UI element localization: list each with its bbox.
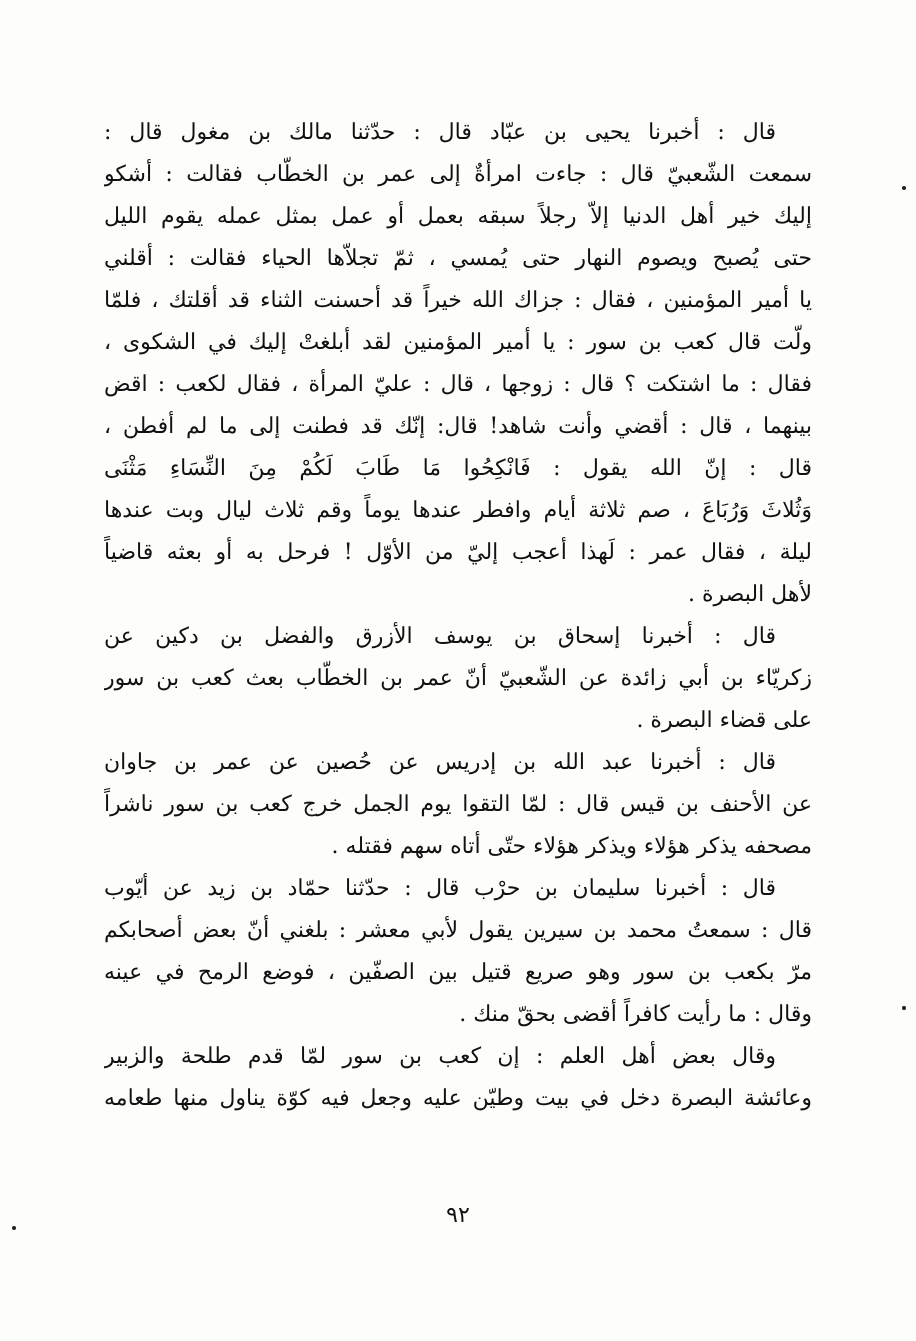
text-line: حتى يُصبح ويصوم النهار حتى يُمسي ، ثمّ تجلاّها الحياء فقالت : أقلني [104, 246, 812, 271]
text-line: إليك خير أهل الدنيا إلاّ رجلاً سبقه بعمل أو عمل بمثل عمله يقوم الليل [104, 204, 812, 229]
text-line: عن الأحنف بن قيس قال : لمّا التقوا يوم الجمل خرج كعب بن سور ناشراً [104, 792, 812, 817]
text-line: قال : إنّ الله يقول : فَانْكِحُوا مَا طَابَ لَكُمْ مِنَ النِّسَاءِ مَثْنَى [104, 456, 812, 481]
text-line: لأهل البصرة . [688, 582, 812, 607]
text-line: زكريّاء بن أبي زائدة عن الشّعبيّ أنّ عمر بن الخطّاب بعث كعب بن سور [104, 666, 812, 691]
text-line: يا أمير المؤمنين ، فقال : جزاك الله خيراً قد أحسنت الثناء قد أقلتك ، فلمّا [104, 288, 812, 313]
text-line: وعائشة البصرة دخل في بيت وطيّن عليه وجعل فيه كوّة يناول منها طعامه [104, 1086, 812, 1111]
scan-speck [902, 1006, 906, 1010]
main-text [104, 112, 812, 1120]
text-line: قال : أخبرنا يحيى بن عبّاد قال : حدّثنا مالك بن مغول قال : [104, 120, 776, 145]
scan-speck [12, 1226, 16, 1230]
text-line: فقال : ما اشتكت ؟ قال : زوجها ، قال : عليّ المرأة ، فقال لكعب : اقض [104, 372, 812, 397]
page-number: ٩٢ [446, 1203, 470, 1228]
paragraph [104, 616, 812, 742]
text-line: وَثُلاثَ وَرُبَاعَ ، صم ثلاثة أيام وافطر عندها يوماً وقم ثلاث ليال وبت عندها [104, 498, 812, 523]
text-line: سمعت الشّعبيّ قال : جاءت امرأةٌ إلى عمر بن الخطّاب فقالت : أشكو [104, 162, 812, 187]
text-line: وقال : ما رأيت كافراً أقضى بحقّ منك . [459, 1002, 812, 1027]
text-line: بينهما ، قال : أقضي وأنت شاهد! قال: إنّك قد فطنت إلى ما لم أفطن ، [104, 414, 812, 439]
paragraph [104, 1036, 812, 1120]
text-line: ولّت قال كعب بن سور : يا أمير المؤمنين لقد أبلغتْ إليك في الشكوى ، [104, 330, 812, 355]
text-line: قال : أخبرنا إسحاق بن يوسف الأزرق والفضل بن دكين عن [104, 624, 776, 649]
text-line: على قضاء البصرة . [636, 708, 812, 733]
scan-speck [902, 186, 906, 190]
text-line: قال : سمعتُ محمد بن سيرين يقول لأبي معشر : بلغني أنّ بعض أصحابكم [104, 918, 812, 943]
text-line: مرّ بكعب بن سور وهو صريع قتيل بين الصفّين ، فوضع الرمح في عينه [104, 960, 812, 985]
text-line: قال : أخبرنا عبد الله بن إدريس عن حُصين عن عمر بن جاوان [104, 750, 776, 775]
text-line: مصحفه يذكر هؤلاء ويذكر هؤلاء حتّى أتاه سهم فقتله . [331, 834, 812, 859]
text-line: قال : أخبرنا سليمان بن حرْب قال : حدّثنا حمّاد بن زيد عن أيّوب [104, 876, 776, 901]
paragraph [104, 742, 812, 868]
text-line: ليلة ، فقال عمر : لَهذا أعجب إليّ من الأوّل ! فرحل به أو بعثه قاضياً [104, 540, 812, 565]
paragraph [104, 868, 812, 1036]
text-line: وقال بعض أهل العلم : إن كعب بن سور لمّا قدم طلحة والزبير [104, 1044, 776, 1069]
paragraph [104, 112, 812, 616]
